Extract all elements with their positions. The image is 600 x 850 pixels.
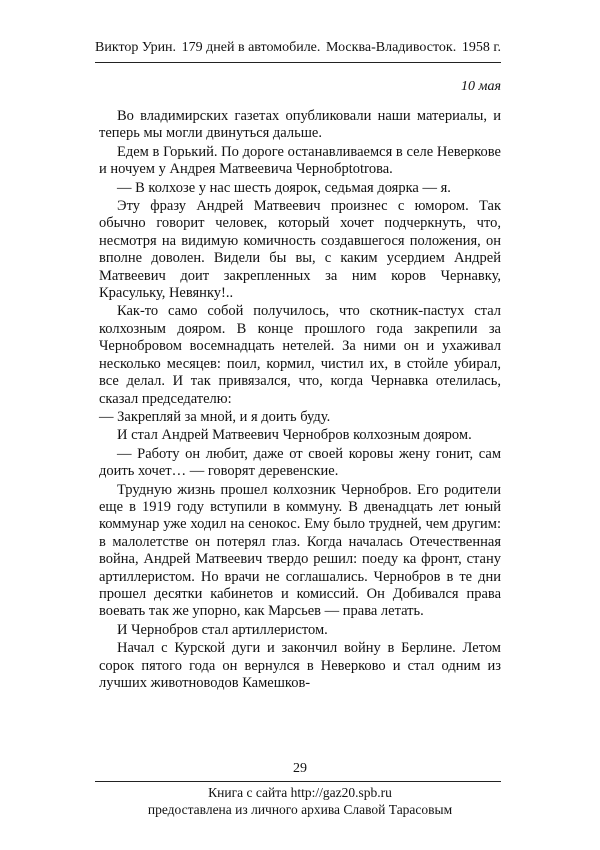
header-divider: [95, 62, 501, 63]
header-book-title: 179 дней в автомобиле.: [181, 40, 321, 55]
header-author: Виктор Урин.: [95, 40, 177, 55]
paragraph: Как-то само собой получилось, что скотник-пастух стал колхозным дояром. В конце прошлого года закрепили за Чернобровом восемнадцать нетелей. За ними он и ухаживал несколько месяцев: поил, кормил, чистил их, в стойле убирал, все делал. И так привязался, что, когда Чернавка отелилась, сказал председателю:: [99, 303, 501, 407]
paragraph: — Работу он любит, даже от своей коровы жену гонит, сам доить хочет… — говорят деревенские.: [99, 445, 501, 480]
paragraph: Едем в Горький. По дороге останавливаемся в селе Неверкове и ночуем у Андрея Матвеевича Чернобрtotrова.: [99, 143, 501, 178]
paragraph: Начал с Курской дуги и закончил войну в Берлине. Летом сорок пятого года он вернулся в Неверково и стал одним из лучших животноводов Камешков-: [99, 640, 501, 691]
paragraph: И Чернобров стал артиллеристом.: [117, 621, 328, 638]
page-number: 29: [293, 761, 307, 776]
header-route: Москва-Владивосток.: [325, 40, 457, 55]
header-year: 1958 г.: [461, 40, 501, 55]
paragraph: Трудную жизнь прошел колхозник Чернобров. Его родители еще в 1919 году вступили в коммуну. В двенадцать лет юный коммунар уже ходил на сенокос. Ему было трудней, чем другим: в малолетстве он потерял глаз. Когда началась Отечественная война, Андрей Матвеевич твердо решил: поеду ка фронт, стану артиллеристом. Но врачи не соглашались. Чернобров в те дни прошел десятки кабинетов и комиссий. Он Добивался права воевать так же упорно, как Марсьев — права летать.: [99, 481, 501, 620]
footer: [0, 784, 600, 818]
paragraph: — Закрепляй за мной, и я доить буду.: [99, 408, 331, 425]
paragraph: И стал Андрей Матвеевич Чернобров колхозным дояром.: [117, 427, 472, 444]
footer-divider: [95, 781, 501, 782]
paragraph: Эту фразу Андрей Матвеевич произнес с юмором. Так обычно говорит человек, который хочет подчеркнуть, что, несмотря на видимую комичность создавшегося положения, он вполне доволен. Видели бы вы, с каким усердием Андрей Матвеевич доит закрепленных за ним коров Чернавку, Красульку, Невянку!..: [99, 198, 501, 302]
footer-source-line: Книга с сайта http://gaz20.spb.ru: [208, 785, 392, 800]
running-header: [95, 40, 501, 56]
entry-date: 10 мая: [461, 79, 501, 94]
paragraph: Во владимирских газетах опубликовали наши материалы, и теперь мы могли двинуться дальше.: [99, 108, 501, 142]
body-text: [99, 108, 501, 693]
paragraph: — В колхозе у нас шесть доярок, седьмая доярка — я.: [117, 179, 451, 196]
footer-credit-line: предоставлена из личного архива Славой Тарасовым: [147, 802, 453, 817]
